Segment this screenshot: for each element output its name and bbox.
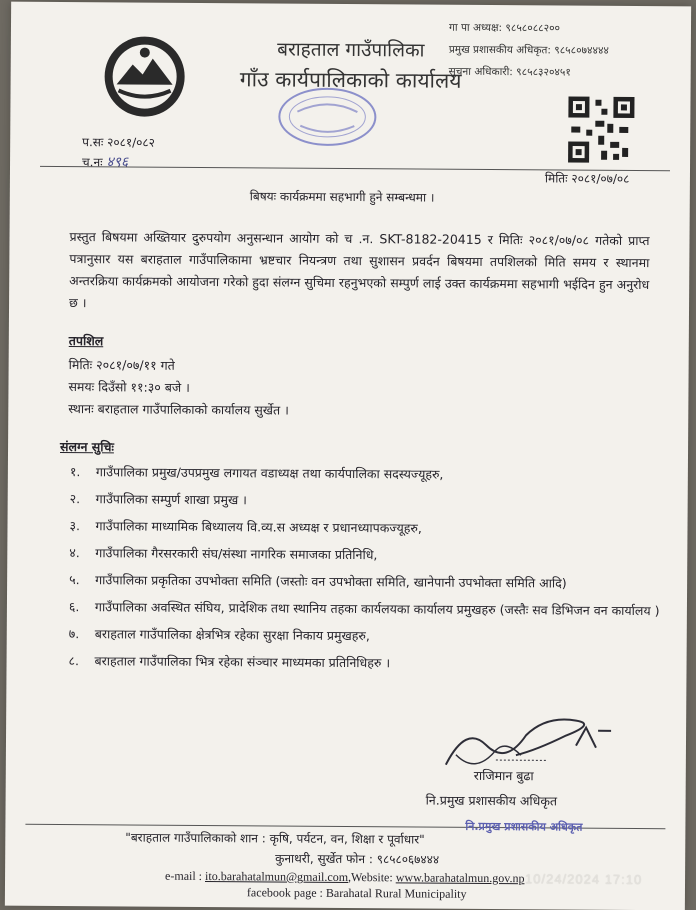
letter-page xyxy=(5,2,691,910)
dispatch-number-value: ४९६ xyxy=(106,154,129,171)
contact-info-officer: सुचना अधिकारी: ९८५८३२०४५१ xyxy=(448,65,571,79)
list-item xyxy=(69,620,669,651)
footer-contact-line xyxy=(165,869,525,887)
contact-list xyxy=(449,17,610,84)
list-item xyxy=(69,539,669,570)
office-name: गाँउ कार्यपालिकाको कार्यालय xyxy=(239,67,462,93)
attachment-heading: संलग्न सुचिः xyxy=(60,438,115,455)
list-item xyxy=(68,647,668,678)
org-name: बराहताल गाउँपालिका xyxy=(277,38,425,62)
dispatch-number-label: च.नः xyxy=(81,155,103,170)
list-item-number: ७. xyxy=(68,626,80,642)
qr-code-icon xyxy=(565,94,638,167)
list-item-text: बराहताल गाउँपालिका क्षेत्रभित्र रहेका सुरक्षा निकाय प्रमुखहरु, xyxy=(94,626,370,644)
list-item xyxy=(69,512,669,543)
details-heading: तपशिल xyxy=(68,333,104,349)
letter-ps-number: प.सः २०८१/०८२ xyxy=(82,135,155,150)
attachment-list xyxy=(68,458,669,678)
list-item-number: ६. xyxy=(68,599,80,615)
email-link[interactable]: ito.barahatalmun@gmail.com xyxy=(204,869,349,885)
list-item-number: १. xyxy=(69,464,81,480)
list-item-number: ३. xyxy=(69,518,81,534)
footer-motto: "बराहताल गाउँपालिकाको शान : कृषि, पर्यटन, वन, शिक्षा र पूर्वाधार" xyxy=(125,830,425,847)
contact-chairman: गा पा अध्यक्ष: ९८५८०८८२०० xyxy=(448,21,561,35)
email-label: e-mail : xyxy=(165,868,203,883)
office-stamp-icon xyxy=(272,81,382,152)
list-item xyxy=(70,458,670,489)
letter-body: प्रस्तुत बिषयमा अख्तियार दुरुपयोग अनुसन्धान आयोग को च .न. SKT-8182-20415 र मितिः २०८१/०७/०८ गतेको प्राप्त पत्रानुसार यस बराहताल गाउँपालिकामा भ्रष्टचार नियन्त्रण तथा सुशासन प्रवर्दन बिषयमा तपशिलको मिति समय र स्थानमा अन्तरक्रिया कार्यक्रमको आयोजना गरेको हुदा संलग्न सुचिमा रहनुभएको सम्पुर्ण लाई उक्त कार्यक्रममा सहभागी भईदिन हुन अनुरोध छ । xyxy=(69,229,650,311)
website-label: ,Website: xyxy=(348,870,393,885)
footer-address: कुनाथरी, सुर्खेत फोन : ९८५८०६७४४४ xyxy=(275,851,440,867)
list-item-number: २. xyxy=(69,491,81,507)
list-item-number: ८. xyxy=(68,653,80,669)
event-details xyxy=(68,354,289,422)
list-item-text: गाउँपालिका गैरसरकारी संघ/संस्था नागरिक समाजका प्रतिनिधि, xyxy=(95,545,378,563)
footer-stamp-text: नि.प्रमुख प्रशासकीय अधिकृत xyxy=(465,819,583,834)
list-item xyxy=(70,485,670,516)
list-item-text: गाउँपालिका माध्यामिक बिध्यालय वि.व्य.स अध्यक्ष र प्रधानध्यापकज्यूहरु, xyxy=(95,518,422,536)
list-item-number: ४. xyxy=(69,545,80,561)
list-item-text: गाउँपालिका सम्पुर्ण शाखा प्रमुख । xyxy=(95,491,247,508)
municipality-emblem-icon xyxy=(98,30,191,123)
dispatch-number-row xyxy=(82,152,155,173)
event-place: स्थानः बराहताल गाउँपालिकाको कार्यालय सुर्खेत । xyxy=(68,401,289,418)
event-time: समयः दिउँसो ११:३० बजे । xyxy=(68,379,190,395)
facebook-page: facebook page : Barahatal Rural Municipality xyxy=(246,885,467,901)
website-link[interactable]: www.barahatalmun.gov.np xyxy=(395,870,525,886)
event-date: मितिः २०८१/०७/११ गते xyxy=(68,357,175,373)
list-item xyxy=(69,593,669,624)
letter-date: मितिः २०८१/०७/०८ xyxy=(544,171,630,186)
contact-cao: प्रमुख प्रशासकीय अधिकृत: ९८५८०७४४४४ xyxy=(448,43,609,57)
photo-timestamp: 10/24/2024 17:10 xyxy=(525,871,643,888)
list-item xyxy=(69,566,669,597)
letter-subject: बिषयः कार्यक्रममा सहभागी हुने सम्बन्धमा । xyxy=(249,189,435,205)
list-item-text: गाउँपालिका प्रकृतिका उपभोक्ता समिति (जस्तोः वन उपभोक्ता समिति, खानेपानी उपभोक्ता समिति आदि) xyxy=(95,572,567,591)
list-item-text: गाउँपालिका अवस्थित संघिय, प्रादेशिक तथा स्थानिय तहका कार्यलयका कार्यालय प्रमुखहरु (जस्तैः सव डिभिजन वन कार्यालय ) xyxy=(94,599,660,619)
list-item-number: ५. xyxy=(69,572,80,588)
signatory-title: नि.प्रमुख प्रशासकीय अधिकृत xyxy=(425,792,558,809)
list-item-text: बराहताल गाउँपालिका भित्र रहेका संञ्चार माध्यमका प्रतिनिधिहरु । xyxy=(94,653,391,671)
signatory-name: राजिमान बुढा xyxy=(473,767,534,784)
list-item-text: गाउँपालिका प्रमुख/उपप्रमुख लगायत वडाध्यक्ष तथा कार्यपालिका सदस्यज्यूहरु, xyxy=(95,464,444,482)
